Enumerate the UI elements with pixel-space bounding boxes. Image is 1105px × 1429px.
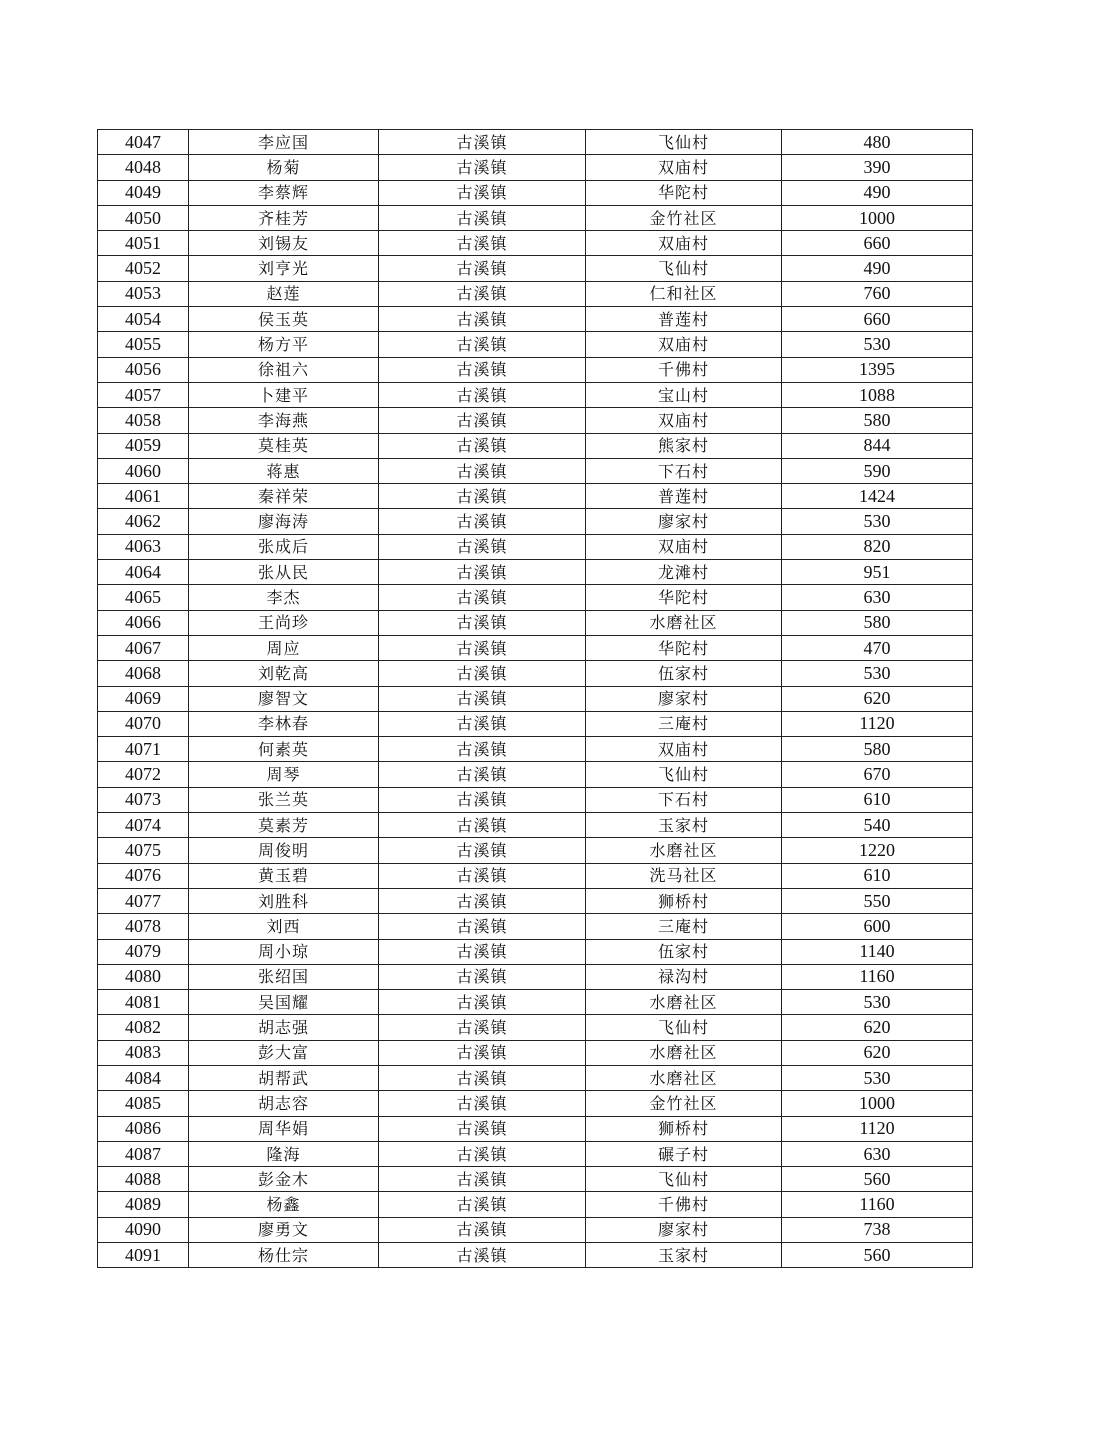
village-cell: 水磨社区: [586, 990, 782, 1015]
table-row: [98, 509, 973, 534]
serial-number-cell: 4049: [98, 180, 189, 205]
table-row: [98, 787, 973, 812]
town-cell: 古溪镇: [379, 1167, 586, 1192]
table-row: [98, 408, 973, 433]
name-cell: 刘乾高: [189, 661, 379, 686]
name-cell: 刘锡友: [189, 231, 379, 256]
serial-number-cell: 4074: [98, 813, 189, 838]
serial-number-cell: 4056: [98, 357, 189, 382]
village-cell: 碾子村: [586, 1141, 782, 1166]
town-cell: 古溪镇: [379, 205, 586, 230]
town-cell: 古溪镇: [379, 787, 586, 812]
table-row: [98, 433, 973, 458]
town-cell: 古溪镇: [379, 281, 586, 306]
table-row: [98, 914, 973, 939]
serial-number-cell: 4064: [98, 560, 189, 585]
name-cell: 张成后: [189, 534, 379, 559]
name-cell: 杨菊: [189, 155, 379, 180]
town-cell: 古溪镇: [379, 382, 586, 407]
table-row: [98, 888, 973, 913]
table-row: [98, 1141, 973, 1166]
name-cell: 侯玉英: [189, 307, 379, 332]
amount-cell: 530: [782, 1065, 973, 1090]
name-cell: 廖勇文: [189, 1217, 379, 1242]
name-cell: 胡志强: [189, 1015, 379, 1040]
village-cell: 水磨社区: [586, 610, 782, 635]
town-cell: 古溪镇: [379, 534, 586, 559]
table-row: [98, 231, 973, 256]
table-row: [98, 813, 973, 838]
table-row: [98, 205, 973, 230]
serial-number-cell: 4054: [98, 307, 189, 332]
name-cell: 周华娟: [189, 1116, 379, 1141]
amount-cell: 560: [782, 1243, 973, 1268]
town-cell: 古溪镇: [379, 231, 586, 256]
table-row: [98, 686, 973, 711]
village-cell: 宝山村: [586, 382, 782, 407]
town-cell: 古溪镇: [379, 762, 586, 787]
amount-cell: 1088: [782, 382, 973, 407]
amount-cell: 1424: [782, 484, 973, 509]
town-cell: 古溪镇: [379, 1065, 586, 1090]
amount-cell: 844: [782, 433, 973, 458]
village-cell: 伍家村: [586, 661, 782, 686]
amount-cell: 670: [782, 762, 973, 787]
name-cell: 彭大富: [189, 1040, 379, 1065]
town-cell: 古溪镇: [379, 130, 586, 155]
village-cell: 洗马社区: [586, 863, 782, 888]
name-cell: 周应: [189, 635, 379, 660]
name-cell: 莫桂英: [189, 433, 379, 458]
amount-cell: 580: [782, 737, 973, 762]
town-cell: 古溪镇: [379, 180, 586, 205]
amount-cell: 1395: [782, 357, 973, 382]
table-row: [98, 964, 973, 989]
serial-number-cell: 4065: [98, 585, 189, 610]
village-cell: 双庙村: [586, 155, 782, 180]
town-cell: 古溪镇: [379, 813, 586, 838]
table-row: [98, 1040, 973, 1065]
name-cell: 王尚珍: [189, 610, 379, 635]
serial-number-cell: 4052: [98, 256, 189, 281]
amount-cell: 530: [782, 990, 973, 1015]
name-cell: 周琴: [189, 762, 379, 787]
table-row: [98, 484, 973, 509]
amount-cell: 1120: [782, 711, 973, 736]
serial-number-cell: 4077: [98, 888, 189, 913]
amount-cell: 610: [782, 863, 973, 888]
name-cell: 隆海: [189, 1141, 379, 1166]
village-cell: 双庙村: [586, 534, 782, 559]
name-cell: 蒋惠: [189, 458, 379, 483]
serial-number-cell: 4090: [98, 1217, 189, 1242]
town-cell: 古溪镇: [379, 357, 586, 382]
serial-number-cell: 4060: [98, 458, 189, 483]
table-row: [98, 939, 973, 964]
serial-number-cell: 4080: [98, 964, 189, 989]
serial-number-cell: 4084: [98, 1065, 189, 1090]
serial-number-cell: 4078: [98, 914, 189, 939]
serial-number-cell: 4061: [98, 484, 189, 509]
amount-cell: 760: [782, 281, 973, 306]
name-cell: 胡志容: [189, 1091, 379, 1116]
serial-number-cell: 4063: [98, 534, 189, 559]
village-cell: 廖家村: [586, 509, 782, 534]
table-row: [98, 1065, 973, 1090]
name-cell: 刘胜科: [189, 888, 379, 913]
town-cell: 古溪镇: [379, 458, 586, 483]
serial-number-cell: 4087: [98, 1141, 189, 1166]
name-cell: 卜建平: [189, 382, 379, 407]
table-row: [98, 534, 973, 559]
serial-number-cell: 4081: [98, 990, 189, 1015]
town-cell: 古溪镇: [379, 1015, 586, 1040]
name-cell: 黄玉碧: [189, 863, 379, 888]
amount-cell: 560: [782, 1167, 973, 1192]
name-cell: 杨仕宗: [189, 1243, 379, 1268]
town-cell: 古溪镇: [379, 307, 586, 332]
village-cell: 廖家村: [586, 1217, 782, 1242]
table-row: [98, 838, 973, 863]
amount-cell: 600: [782, 914, 973, 939]
amount-cell: 490: [782, 180, 973, 205]
serial-number-cell: 4051: [98, 231, 189, 256]
table-row: [98, 585, 973, 610]
village-cell: 狮桥村: [586, 1116, 782, 1141]
village-cell: 双庙村: [586, 408, 782, 433]
village-cell: 下石村: [586, 787, 782, 812]
village-cell: 水磨社区: [586, 1065, 782, 1090]
table-row: [98, 307, 973, 332]
serial-number-cell: 4062: [98, 509, 189, 534]
village-cell: 普莲村: [586, 484, 782, 509]
name-cell: 李林春: [189, 711, 379, 736]
village-cell: 飞仙村: [586, 256, 782, 281]
name-cell: 张从民: [189, 560, 379, 585]
table-row: [98, 610, 973, 635]
amount-cell: 530: [782, 332, 973, 357]
town-cell: 古溪镇: [379, 686, 586, 711]
amount-cell: 580: [782, 408, 973, 433]
name-cell: 周小琼: [189, 939, 379, 964]
serial-number-cell: 4069: [98, 686, 189, 711]
serial-number-cell: 4085: [98, 1091, 189, 1116]
serial-number-cell: 4059: [98, 433, 189, 458]
name-cell: 莫素芳: [189, 813, 379, 838]
name-cell: 周俊明: [189, 838, 379, 863]
name-cell: 李杰: [189, 585, 379, 610]
amount-cell: 738: [782, 1217, 973, 1242]
table-row: [98, 1217, 973, 1242]
village-cell: 华陀村: [586, 635, 782, 660]
name-cell: 刘亨光: [189, 256, 379, 281]
table-row: [98, 155, 973, 180]
name-cell: 胡帮武: [189, 1065, 379, 1090]
village-cell: 水磨社区: [586, 838, 782, 863]
name-cell: 齐桂芳: [189, 205, 379, 230]
serial-number-cell: 4055: [98, 332, 189, 357]
town-cell: 古溪镇: [379, 1091, 586, 1116]
amount-cell: 390: [782, 155, 973, 180]
village-cell: 熊家村: [586, 433, 782, 458]
town-cell: 古溪镇: [379, 888, 586, 913]
village-cell: 金竹社区: [586, 205, 782, 230]
table-row: [98, 458, 973, 483]
table-row: [98, 1091, 973, 1116]
table-row: [98, 635, 973, 660]
amount-cell: 580: [782, 610, 973, 635]
serial-number-cell: 4070: [98, 711, 189, 736]
amount-cell: 1140: [782, 939, 973, 964]
amount-cell: 480: [782, 130, 973, 155]
serial-number-cell: 4047: [98, 130, 189, 155]
village-cell: 龙滩村: [586, 560, 782, 585]
town-cell: 古溪镇: [379, 635, 586, 660]
town-cell: 古溪镇: [379, 1192, 586, 1217]
town-cell: 古溪镇: [379, 1243, 586, 1268]
table-row: [98, 382, 973, 407]
town-cell: 古溪镇: [379, 737, 586, 762]
serial-number-cell: 4050: [98, 205, 189, 230]
name-cell: 吴国耀: [189, 990, 379, 1015]
amount-cell: 620: [782, 686, 973, 711]
town-cell: 古溪镇: [379, 256, 586, 281]
amount-cell: 470: [782, 635, 973, 660]
name-cell: 徐祖六: [189, 357, 379, 382]
serial-number-cell: 4048: [98, 155, 189, 180]
village-cell: 三庵村: [586, 914, 782, 939]
amount-cell: 490: [782, 256, 973, 281]
town-cell: 古溪镇: [379, 1217, 586, 1242]
name-cell: 何素英: [189, 737, 379, 762]
town-cell: 古溪镇: [379, 408, 586, 433]
amount-cell: 1120: [782, 1116, 973, 1141]
serial-number-cell: 4068: [98, 661, 189, 686]
serial-number-cell: 4089: [98, 1192, 189, 1217]
town-cell: 古溪镇: [379, 560, 586, 585]
amount-cell: 660: [782, 307, 973, 332]
village-cell: 飞仙村: [586, 1015, 782, 1040]
table-row: [98, 990, 973, 1015]
name-cell: 廖海涛: [189, 509, 379, 534]
serial-number-cell: 4075: [98, 838, 189, 863]
village-cell: 千佛村: [586, 1192, 782, 1217]
name-cell: 杨方平: [189, 332, 379, 357]
amount-cell: 530: [782, 509, 973, 534]
table-row: [98, 1192, 973, 1217]
amount-cell: 1160: [782, 1192, 973, 1217]
name-cell: 张绍国: [189, 964, 379, 989]
serial-number-cell: 4076: [98, 863, 189, 888]
serial-number-cell: 4091: [98, 1243, 189, 1268]
village-cell: 华陀村: [586, 585, 782, 610]
amount-cell: 1000: [782, 1091, 973, 1116]
table-row: [98, 762, 973, 787]
town-cell: 古溪镇: [379, 1116, 586, 1141]
amount-cell: 590: [782, 458, 973, 483]
village-cell: 普莲村: [586, 307, 782, 332]
table-row: [98, 737, 973, 762]
table-row: [98, 863, 973, 888]
village-cell: 伍家村: [586, 939, 782, 964]
village-cell: 水磨社区: [586, 1040, 782, 1065]
village-cell: 金竹社区: [586, 1091, 782, 1116]
serial-number-cell: 4066: [98, 610, 189, 635]
town-cell: 古溪镇: [379, 939, 586, 964]
serial-number-cell: 4058: [98, 408, 189, 433]
amount-cell: 630: [782, 1141, 973, 1166]
serial-number-cell: 4071: [98, 737, 189, 762]
village-cell: 飞仙村: [586, 762, 782, 787]
town-cell: 古溪镇: [379, 964, 586, 989]
serial-number-cell: 4053: [98, 281, 189, 306]
table-row: [98, 711, 973, 736]
table-row: [98, 1167, 973, 1192]
table-row: [98, 180, 973, 205]
town-cell: 古溪镇: [379, 1141, 586, 1166]
table-row: [98, 1015, 973, 1040]
serial-number-cell: 4073: [98, 787, 189, 812]
town-cell: 古溪镇: [379, 585, 586, 610]
amount-cell: 820: [782, 534, 973, 559]
name-cell: 赵莲: [189, 281, 379, 306]
name-cell: 廖智文: [189, 686, 379, 711]
serial-number-cell: 4067: [98, 635, 189, 660]
amount-cell: 540: [782, 813, 973, 838]
name-cell: 李应国: [189, 130, 379, 155]
table-body: [98, 130, 973, 1268]
table-row: [98, 332, 973, 357]
table-row: [98, 256, 973, 281]
subsidy-table: [97, 129, 973, 1268]
table-row: [98, 560, 973, 585]
village-cell: 玉家村: [586, 1243, 782, 1268]
village-cell: 双庙村: [586, 332, 782, 357]
name-cell: 刘西: [189, 914, 379, 939]
serial-number-cell: 4088: [98, 1167, 189, 1192]
table-row: [98, 1116, 973, 1141]
amount-cell: 1220: [782, 838, 973, 863]
town-cell: 古溪镇: [379, 484, 586, 509]
table-row: [98, 281, 973, 306]
name-cell: 张兰英: [189, 787, 379, 812]
village-cell: 华陀村: [586, 180, 782, 205]
village-cell: 双庙村: [586, 737, 782, 762]
amount-cell: 1160: [782, 964, 973, 989]
town-cell: 古溪镇: [379, 332, 586, 357]
serial-number-cell: 4079: [98, 939, 189, 964]
town-cell: 古溪镇: [379, 661, 586, 686]
town-cell: 古溪镇: [379, 990, 586, 1015]
village-cell: 双庙村: [586, 231, 782, 256]
town-cell: 古溪镇: [379, 914, 586, 939]
village-cell: 飞仙村: [586, 1167, 782, 1192]
village-cell: 千佛村: [586, 357, 782, 382]
village-cell: 三庵村: [586, 711, 782, 736]
amount-cell: 951: [782, 560, 973, 585]
amount-cell: 530: [782, 661, 973, 686]
village-cell: 狮桥村: [586, 888, 782, 913]
amount-cell: 610: [782, 787, 973, 812]
town-cell: 古溪镇: [379, 610, 586, 635]
serial-number-cell: 4072: [98, 762, 189, 787]
amount-cell: 660: [782, 231, 973, 256]
name-cell: 彭金木: [189, 1167, 379, 1192]
town-cell: 古溪镇: [379, 838, 586, 863]
village-cell: 下石村: [586, 458, 782, 483]
serial-number-cell: 4082: [98, 1015, 189, 1040]
serial-number-cell: 4086: [98, 1116, 189, 1141]
amount-cell: 620: [782, 1040, 973, 1065]
table-row: [98, 1243, 973, 1268]
village-cell: 廖家村: [586, 686, 782, 711]
name-cell: 李海燕: [189, 408, 379, 433]
village-cell: 禄沟村: [586, 964, 782, 989]
town-cell: 古溪镇: [379, 155, 586, 180]
amount-cell: 1000: [782, 205, 973, 230]
town-cell: 古溪镇: [379, 433, 586, 458]
village-cell: 玉家村: [586, 813, 782, 838]
town-cell: 古溪镇: [379, 509, 586, 534]
table-row: [98, 130, 973, 155]
serial-number-cell: 4083: [98, 1040, 189, 1065]
serial-number-cell: 4057: [98, 382, 189, 407]
table-row: [98, 357, 973, 382]
amount-cell: 630: [782, 585, 973, 610]
village-cell: 仁和社区: [586, 281, 782, 306]
town-cell: 古溪镇: [379, 1040, 586, 1065]
name-cell: 李蔡辉: [189, 180, 379, 205]
town-cell: 古溪镇: [379, 863, 586, 888]
table-row: [98, 661, 973, 686]
name-cell: 杨鑫: [189, 1192, 379, 1217]
amount-cell: 550: [782, 888, 973, 913]
town-cell: 古溪镇: [379, 711, 586, 736]
name-cell: 秦祥荣: [189, 484, 379, 509]
amount-cell: 620: [782, 1015, 973, 1040]
village-cell: 飞仙村: [586, 130, 782, 155]
